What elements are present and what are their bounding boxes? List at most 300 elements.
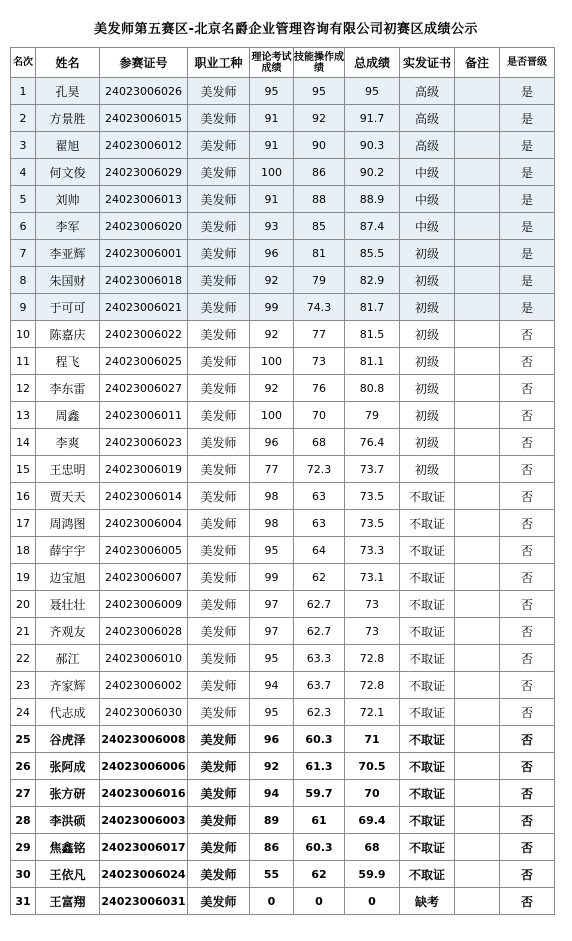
cell-remark: [455, 537, 500, 564]
cell-promoted: 否: [500, 564, 555, 591]
cell-theory: 96: [250, 429, 294, 456]
cell-certificate: 不取证: [400, 564, 455, 591]
table-row: [11, 429, 555, 456]
cell-cert: 24023006021: [100, 294, 188, 321]
cell-job: 美发师: [188, 537, 250, 564]
cell-cert: 24023006025: [100, 348, 188, 375]
table-row: [11, 375, 555, 402]
cell-job: 美发师: [188, 672, 250, 699]
table-row: [11, 105, 555, 132]
cell-total: 90.3: [345, 132, 400, 159]
cell-remark: [455, 78, 500, 105]
cell-skill: 76: [294, 375, 345, 402]
cell-job: 美发师: [188, 807, 250, 834]
table-body: [11, 78, 555, 915]
table-row: [11, 213, 555, 240]
cell-name: 李东雷: [36, 375, 100, 402]
cell-certificate: 中级: [400, 159, 455, 186]
cell-name: 贾天天: [36, 483, 100, 510]
cell-theory: 92: [250, 267, 294, 294]
cell-skill: 63.7: [294, 672, 345, 699]
cell-job: 美发师: [188, 564, 250, 591]
cell-job: 美发师: [188, 213, 250, 240]
table-row: [11, 888, 555, 915]
cell-total: 73.3: [345, 537, 400, 564]
cell-theory: 91: [250, 105, 294, 132]
cell-theory: 98: [250, 510, 294, 537]
cell-theory: 91: [250, 132, 294, 159]
cell-total: 72.8: [345, 672, 400, 699]
table-row: [11, 402, 555, 429]
cell-remark: [455, 591, 500, 618]
cell-certificate: 不取证: [400, 753, 455, 780]
cell-job: 美发师: [188, 159, 250, 186]
cell-theory: 92: [250, 321, 294, 348]
header-rank: 名次: [11, 48, 36, 78]
cell-certificate: 初级: [400, 294, 455, 321]
cell-rank: 6: [11, 213, 36, 240]
cell-cert: 24023006020: [100, 213, 188, 240]
cell-promoted: 否: [500, 510, 555, 537]
cell-job: 美发师: [188, 483, 250, 510]
cell-name: 郝江: [36, 645, 100, 672]
cell-name: 王依凡: [36, 861, 100, 888]
cell-skill: 0: [294, 888, 345, 915]
cell-name: 陈嘉庆: [36, 321, 100, 348]
cell-promoted: 是: [500, 159, 555, 186]
cell-skill: 63: [294, 483, 345, 510]
cell-rank: 27: [11, 780, 36, 807]
cell-rank: 19: [11, 564, 36, 591]
cell-rank: 11: [11, 348, 36, 375]
cell-cert: 24023006001: [100, 240, 188, 267]
cell-certificate: 初级: [400, 321, 455, 348]
cell-promoted: 是: [500, 294, 555, 321]
table-row: [11, 618, 555, 645]
cell-job: 美发师: [188, 618, 250, 645]
header-remark: 备注: [455, 48, 500, 78]
cell-name: 李洪硕: [36, 807, 100, 834]
cell-remark: [455, 618, 500, 645]
header-total: 总成绩: [345, 48, 400, 78]
cell-skill: 62: [294, 564, 345, 591]
cell-job: 美发师: [188, 267, 250, 294]
cell-cert: 24023006018: [100, 267, 188, 294]
cell-certificate: 高级: [400, 105, 455, 132]
cell-promoted: 否: [500, 834, 555, 861]
cell-theory: 100: [250, 402, 294, 429]
cell-skill: 70: [294, 402, 345, 429]
cell-name: 焦鑫铭: [36, 834, 100, 861]
cell-cert: 24023006031: [100, 888, 188, 915]
table-row: [11, 132, 555, 159]
cell-job: 美发师: [188, 888, 250, 915]
cell-remark: [455, 348, 500, 375]
cell-theory: 0: [250, 888, 294, 915]
cell-name: 王忠明: [36, 456, 100, 483]
cell-promoted: 否: [500, 699, 555, 726]
cell-name: 齐观友: [36, 618, 100, 645]
cell-skill: 61: [294, 807, 345, 834]
cell-theory: 93: [250, 213, 294, 240]
cell-cert: 24023006028: [100, 618, 188, 645]
header-job: 职业工种: [188, 48, 250, 78]
cell-skill: 72.3: [294, 456, 345, 483]
cell-cert: 24023006022: [100, 321, 188, 348]
cell-name: 代志成: [36, 699, 100, 726]
cell-cert: 24023006014: [100, 483, 188, 510]
cell-rank: 13: [11, 402, 36, 429]
cell-name: 边宝旭: [36, 564, 100, 591]
cell-name: 李爽: [36, 429, 100, 456]
cell-skill: 77: [294, 321, 345, 348]
cell-promoted: 否: [500, 483, 555, 510]
cell-remark: [455, 429, 500, 456]
cell-skill: 61.3: [294, 753, 345, 780]
cell-certificate: 初级: [400, 375, 455, 402]
cell-rank: 14: [11, 429, 36, 456]
cell-name: 聂壮壮: [36, 591, 100, 618]
table-row: [11, 159, 555, 186]
cell-total: 73.1: [345, 564, 400, 591]
table-row: [11, 348, 555, 375]
cell-total: 91.7: [345, 105, 400, 132]
cell-skill: 88: [294, 186, 345, 213]
cell-rank: 2: [11, 105, 36, 132]
cell-rank: 3: [11, 132, 36, 159]
cell-remark: [455, 402, 500, 429]
cell-rank: 25: [11, 726, 36, 753]
cell-name: 翟旭: [36, 132, 100, 159]
cell-remark: [455, 753, 500, 780]
cell-remark: [455, 726, 500, 753]
cell-total: 88.9: [345, 186, 400, 213]
cell-skill: 92: [294, 105, 345, 132]
cell-job: 美发师: [188, 753, 250, 780]
cell-rank: 18: [11, 537, 36, 564]
cell-total: 85.5: [345, 240, 400, 267]
cell-total: 0: [345, 888, 400, 915]
table-row: [11, 726, 555, 753]
cell-certificate: 不取证: [400, 537, 455, 564]
cell-remark: [455, 186, 500, 213]
cell-remark: [455, 483, 500, 510]
cell-certificate: 不取证: [400, 807, 455, 834]
cell-cert: 24023006003: [100, 807, 188, 834]
table-row: [11, 753, 555, 780]
cell-job: 美发师: [188, 240, 250, 267]
cell-skill: 79: [294, 267, 345, 294]
cell-job: 美发师: [188, 132, 250, 159]
cell-name: 张阿成: [36, 753, 100, 780]
cell-rank: 23: [11, 672, 36, 699]
cell-promoted: 否: [500, 348, 555, 375]
cell-total: 73: [345, 618, 400, 645]
cell-theory: 95: [250, 645, 294, 672]
cell-name: 王富翔: [36, 888, 100, 915]
table-row: [11, 645, 555, 672]
cell-promoted: 否: [500, 429, 555, 456]
cell-rank: 12: [11, 375, 36, 402]
cell-promoted: 否: [500, 645, 555, 672]
cell-certificate: 不取证: [400, 510, 455, 537]
cell-rank: 16: [11, 483, 36, 510]
cell-total: 72.8: [345, 645, 400, 672]
cell-name: 齐家辉: [36, 672, 100, 699]
cell-name: 周鸿图: [36, 510, 100, 537]
cell-total: 70.5: [345, 753, 400, 780]
cell-certificate: 缺考: [400, 888, 455, 915]
cell-promoted: 是: [500, 240, 555, 267]
cell-total: 70: [345, 780, 400, 807]
cell-rank: 7: [11, 240, 36, 267]
table-row: [11, 321, 555, 348]
cell-cert: 24023006026: [100, 78, 188, 105]
cell-certificate: 初级: [400, 429, 455, 456]
cell-cert: 24023006016: [100, 780, 188, 807]
cell-theory: 89: [250, 807, 294, 834]
cell-theory: 94: [250, 672, 294, 699]
cell-total: 95: [345, 78, 400, 105]
cell-skill: 63: [294, 510, 345, 537]
cell-skill: 60.3: [294, 726, 345, 753]
cell-total: 73.7: [345, 456, 400, 483]
cell-certificate: 中级: [400, 186, 455, 213]
cell-remark: [455, 240, 500, 267]
cell-cert: 24023006023: [100, 429, 188, 456]
cell-certificate: 高级: [400, 78, 455, 105]
cell-name: 张方研: [36, 780, 100, 807]
cell-rank: 31: [11, 888, 36, 915]
table-row: [11, 780, 555, 807]
cell-promoted: 是: [500, 186, 555, 213]
table-row: [11, 510, 555, 537]
cell-cert: 24023006011: [100, 402, 188, 429]
cell-total: 81.5: [345, 321, 400, 348]
cell-theory: 100: [250, 348, 294, 375]
cell-remark: [455, 672, 500, 699]
cell-total: 80.8: [345, 375, 400, 402]
cell-promoted: 否: [500, 753, 555, 780]
cell-skill: 63.3: [294, 645, 345, 672]
table-row: [11, 591, 555, 618]
table-row: [11, 456, 555, 483]
cell-name: 方景胜: [36, 105, 100, 132]
cell-rank: 1: [11, 78, 36, 105]
cell-promoted: 否: [500, 780, 555, 807]
cell-remark: [455, 375, 500, 402]
cell-job: 美发师: [188, 645, 250, 672]
cell-certificate: 初级: [400, 267, 455, 294]
cell-skill: 62.7: [294, 618, 345, 645]
cell-cert: 24023006008: [100, 726, 188, 753]
cell-remark: [455, 699, 500, 726]
cell-promoted: 否: [500, 888, 555, 915]
cell-theory: 92: [250, 753, 294, 780]
cell-certificate: 不取证: [400, 618, 455, 645]
cell-rank: 20: [11, 591, 36, 618]
cell-remark: [455, 510, 500, 537]
cell-rank: 22: [11, 645, 36, 672]
cell-total: 73: [345, 591, 400, 618]
cell-certificate: 不取证: [400, 591, 455, 618]
cell-cert: 24023006027: [100, 375, 188, 402]
cell-rank: 17: [11, 510, 36, 537]
cell-job: 美发师: [188, 348, 250, 375]
cell-remark: [455, 105, 500, 132]
cell-job: 美发师: [188, 294, 250, 321]
cell-theory: 99: [250, 294, 294, 321]
cell-theory: 97: [250, 591, 294, 618]
header-theory: 理论考试成绩: [250, 48, 294, 78]
cell-rank: 26: [11, 753, 36, 780]
cell-theory: 86: [250, 834, 294, 861]
cell-total: 68: [345, 834, 400, 861]
cell-job: 美发师: [188, 591, 250, 618]
table-row: [11, 78, 555, 105]
table-row: [11, 186, 555, 213]
cell-promoted: 否: [500, 537, 555, 564]
cell-certificate: 高级: [400, 132, 455, 159]
cell-cert: 24023006009: [100, 591, 188, 618]
cell-rank: 21: [11, 618, 36, 645]
cell-name: 薛宇宇: [36, 537, 100, 564]
cell-total: 76.4: [345, 429, 400, 456]
cell-remark: [455, 645, 500, 672]
cell-theory: 96: [250, 240, 294, 267]
header-cert: 参赛证号: [100, 48, 188, 78]
cell-job: 美发师: [188, 699, 250, 726]
cell-skill: 68: [294, 429, 345, 456]
cell-job: 美发师: [188, 861, 250, 888]
cell-certificate: 不取证: [400, 672, 455, 699]
cell-remark: [455, 834, 500, 861]
cell-skill: 81: [294, 240, 345, 267]
cell-cert: 24023006002: [100, 672, 188, 699]
cell-total: 87.4: [345, 213, 400, 240]
table-row: [11, 807, 555, 834]
cell-remark: [455, 888, 500, 915]
cell-job: 美发师: [188, 321, 250, 348]
table-row: [11, 564, 555, 591]
header-name: 姓名: [36, 48, 100, 78]
cell-certificate: 初级: [400, 348, 455, 375]
cell-certificate: 不取证: [400, 861, 455, 888]
table-row: [11, 294, 555, 321]
cell-theory: 100: [250, 159, 294, 186]
cell-rank: 10: [11, 321, 36, 348]
cell-certificate: 中级: [400, 213, 455, 240]
cell-theory: 92: [250, 375, 294, 402]
cell-remark: [455, 321, 500, 348]
cell-promoted: 否: [500, 672, 555, 699]
cell-certificate: 初级: [400, 456, 455, 483]
cell-rank: 24: [11, 699, 36, 726]
table-header: [11, 48, 555, 78]
cell-theory: 95: [250, 537, 294, 564]
cell-promoted: 是: [500, 267, 555, 294]
cell-job: 美发师: [188, 510, 250, 537]
cell-name: 周鑫: [36, 402, 100, 429]
cell-promoted: 是: [500, 105, 555, 132]
cell-remark: [455, 564, 500, 591]
cell-theory: 99: [250, 564, 294, 591]
cell-rank: 28: [11, 807, 36, 834]
cell-name: 李亚辉: [36, 240, 100, 267]
cell-cert: 24023006006: [100, 753, 188, 780]
cell-cert: 24023006007: [100, 564, 188, 591]
cell-cert: 24023006030: [100, 699, 188, 726]
cell-skill: 90: [294, 132, 345, 159]
cell-rank: 9: [11, 294, 36, 321]
cell-promoted: 否: [500, 402, 555, 429]
cell-promoted: 是: [500, 132, 555, 159]
cell-job: 美发师: [188, 105, 250, 132]
cell-cert: 24023006010: [100, 645, 188, 672]
table-row: [11, 861, 555, 888]
table-row: [11, 267, 555, 294]
cell-total: 82.9: [345, 267, 400, 294]
cell-promoted: 否: [500, 456, 555, 483]
cell-name: 何文俊: [36, 159, 100, 186]
cell-job: 美发师: [188, 834, 250, 861]
cell-total: 90.2: [345, 159, 400, 186]
table-row: [11, 699, 555, 726]
cell-certificate: 不取证: [400, 780, 455, 807]
cell-total: 73.5: [345, 483, 400, 510]
cell-theory: 96: [250, 726, 294, 753]
cell-name: 朱国财: [36, 267, 100, 294]
cell-skill: 62.3: [294, 699, 345, 726]
table-row: [11, 834, 555, 861]
cell-remark: [455, 267, 500, 294]
cell-remark: [455, 780, 500, 807]
header-promoted: 是否晋级: [500, 48, 555, 78]
cell-skill: 85: [294, 213, 345, 240]
cell-promoted: 是: [500, 213, 555, 240]
cell-job: 美发师: [188, 375, 250, 402]
cell-theory: 77: [250, 456, 294, 483]
cell-total: 69.4: [345, 807, 400, 834]
cell-cert: 24023006012: [100, 132, 188, 159]
cell-rank: 29: [11, 834, 36, 861]
cell-theory: 94: [250, 780, 294, 807]
cell-rank: 4: [11, 159, 36, 186]
table-row: [11, 672, 555, 699]
cell-job: 美发师: [188, 726, 250, 753]
cell-remark: [455, 159, 500, 186]
cell-rank: 15: [11, 456, 36, 483]
cell-remark: [455, 807, 500, 834]
cell-name: 刘帅: [36, 186, 100, 213]
cell-job: 美发师: [188, 429, 250, 456]
cell-certificate: 初级: [400, 240, 455, 267]
cell-certificate: 不取证: [400, 483, 455, 510]
cell-certificate: 不取证: [400, 645, 455, 672]
cell-cert: 24023006029: [100, 159, 188, 186]
cell-promoted: 否: [500, 321, 555, 348]
cell-job: 美发师: [188, 780, 250, 807]
cell-skill: 62.7: [294, 591, 345, 618]
cell-certificate: 不取证: [400, 726, 455, 753]
cell-total: 72.1: [345, 699, 400, 726]
cell-total: 79: [345, 402, 400, 429]
cell-job: 美发师: [188, 402, 250, 429]
cell-job: 美发师: [188, 456, 250, 483]
cell-theory: 95: [250, 699, 294, 726]
cell-promoted: 否: [500, 807, 555, 834]
table-row: [11, 537, 555, 564]
